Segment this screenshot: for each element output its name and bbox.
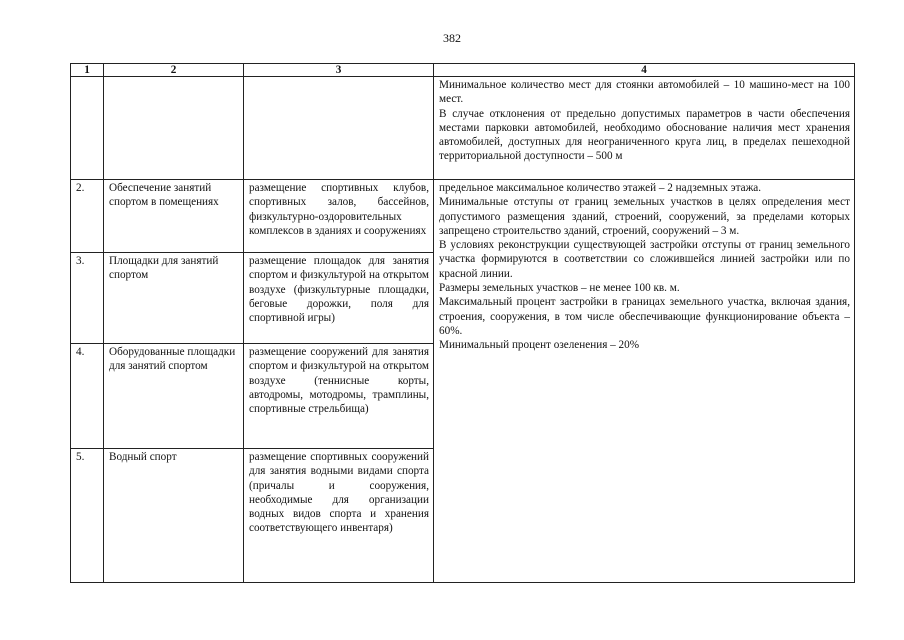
use-description: размещение площадок для занятия спортом и физкультурой на открытом воздухе (физкультурные площадки, беговые дорожки, поля для спортивной игры) xyxy=(244,253,434,344)
land-use-table xyxy=(70,63,855,583)
row-number: 3. xyxy=(71,253,104,344)
use-name: Водный спорт xyxy=(104,449,244,583)
use-name: Обеспечение занятий спортом в помещениях xyxy=(104,180,244,253)
column-header-2: 2 xyxy=(104,64,244,77)
row-number: 2. xyxy=(71,180,104,253)
parameter-text: Минимальный процент озеленения – 20% xyxy=(439,339,640,352)
parameter-text: Минимальные отступы от границ земельных участков в целях определения мест допустимого размещения зданий, строений, сооружений, за пределами которых запрещено строительство зданий, строений, сооружений – 3 м. xyxy=(439,196,850,237)
use-description: размещение сооружений для занятия спортом и физкультурой на открытом воздухе (теннисные корты, автодромы, мотодромы, трамплины, спортивные стрельбища) xyxy=(244,344,434,449)
use-name xyxy=(104,77,244,180)
parameter-text: предельное максимальное количество этажей – 2 надземных этажа. xyxy=(439,182,762,194)
use-description: размещение спортивных сооружений для занятия водными видами спорта (причалы и сооружения, необходимые для организации водных видов спорта и хранения соответствующего инвентаря) xyxy=(244,449,434,583)
parameter-text: В условиях реконструкции существующей застройки отступы от границ земельного участка формируются в соответствии со сложившейся линией застройки или по красной линии. xyxy=(439,239,850,280)
column-header-4: 4 xyxy=(434,64,855,77)
row-number: 5. xyxy=(71,449,104,583)
parameters-cell xyxy=(434,77,855,180)
parameter-text: Максимальный процент застройки в границах земельного участка, включая здания, строения, сооружения, в том числе обеспечивающие функционирование объекта – 60%. xyxy=(439,296,850,337)
parameter-text: В случае отклонения от предельно допустимых параметров в части обеспечения местами парковки автомобилей, необходимо обоснование наличия мест хранения автомобилей, доступных для неограниченного круга лиц, в пределах пешеходной территориальной доступности – 500 м xyxy=(439,107,850,163)
table-row xyxy=(71,77,855,180)
use-name: Оборудованные площадки для занятий спортом xyxy=(104,344,244,449)
column-header-1: 1 xyxy=(71,64,104,77)
header-row xyxy=(71,64,855,77)
use-name: Площадки для занятий спортом xyxy=(104,253,244,344)
parameter-text: Размеры земельных участков – не менее 100 кв. м. xyxy=(439,282,680,295)
table-row xyxy=(71,180,855,253)
parameter-text: Минимальное количество мест для стоянки автомобилей – 10 машино-мест на 100 мест. xyxy=(439,79,850,106)
row-number: 4. xyxy=(71,344,104,449)
shared-parameters-cell xyxy=(434,180,855,583)
page-number: 382 xyxy=(443,31,461,45)
column-header-3: 3 xyxy=(244,64,434,77)
use-description xyxy=(244,77,434,180)
row-number xyxy=(71,77,104,180)
use-description: размещение спортивных клубов, спортивных залов, бассейнов, физкультурно-оздоровительных комплексов в зданиях и сооружениях xyxy=(244,180,434,253)
